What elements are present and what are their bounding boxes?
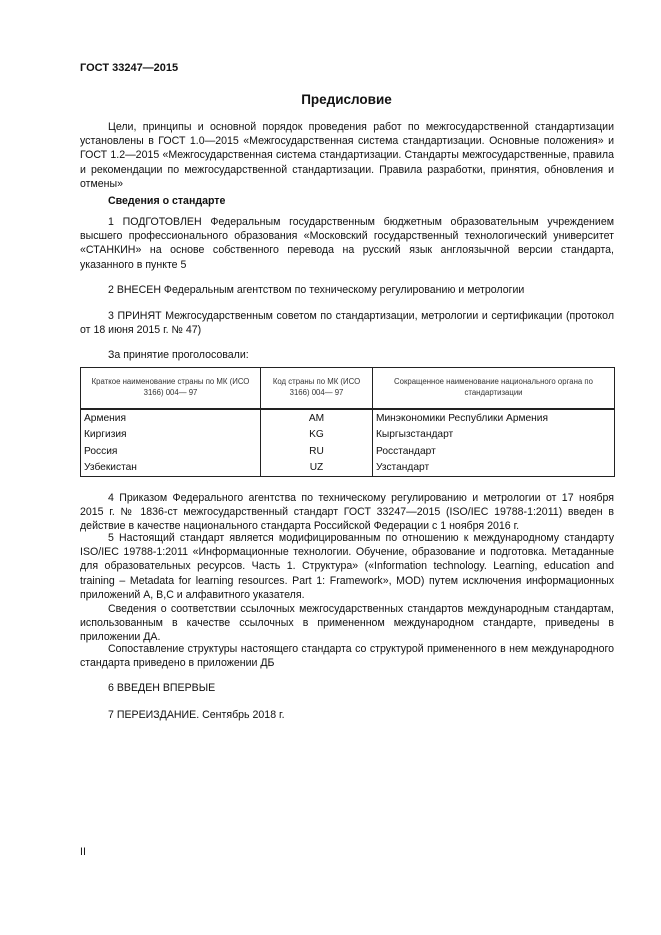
cell-code: KG	[261, 427, 373, 444]
voted-label: За принятие проголосовали:	[108, 349, 249, 361]
item-4-paragraph: 4 Приказом Федерального агентства по техническому регулированию и метрологии от 17 ноября 2015 г. № 1836-ст межгосударственный стандарт ГОСТ 33247—2015 (ISO/IEC 19788-1:2011) введен в действие в качестве национального стандарта Российской Федерации с 1 ноября 2016 г.	[80, 492, 614, 533]
table-row	[81, 409, 615, 427]
item-3-paragraph: 3 ПРИНЯТ Межгосударственным советом по стандартизации, метрологии и сертификации (протокол от 18 июня 2015 г. № 47)	[80, 310, 614, 337]
cell-body: Минэкономики Республики Армения	[373, 409, 615, 427]
info-heading: Сведения о стандарте	[108, 195, 226, 207]
item-2-paragraph: 2 ВНЕСЕН Федеральным агентством по техническому регулированию и метрологии	[108, 284, 525, 296]
voting-countries-table	[80, 367, 615, 477]
item-7-line: 7 ПЕРЕИЗДАНИЕ. Сентябрь 2018 г.	[108, 709, 285, 721]
cell-code: AM	[261, 409, 373, 427]
table-row	[81, 460, 615, 477]
table-row	[81, 443, 615, 460]
cell-country: Армения	[81, 409, 261, 427]
table-header-row	[81, 368, 615, 410]
intro-paragraph: Цели, принципы и основной порядок проведения работ по межгосударственной стандартизации установлены в ГОСТ 1.0—2015 «Межгосударственная система стандартизации. Основные положения» и ГОСТ 1.2—2015 «Межгосударственная система стандартизации. Стандарты межгосударственные, правила и рекомендации по межгосударственной стандартизации. Правила разработки, принятия, обновления и отмены»	[80, 121, 614, 190]
cell-country: Киргизия	[81, 427, 261, 444]
cell-code: RU	[261, 443, 373, 460]
item-5-structure-paragraph: Сопоставление структуры настоящего стандарта со структурой примененного в нем международного стандарта приведено в приложении ДБ	[80, 643, 614, 670]
cell-code: UZ	[261, 460, 373, 477]
standard-code-header: ГОСТ 33247—2015	[80, 62, 179, 74]
cell-body: Росстандарт	[373, 443, 615, 460]
cell-country: Узбекистан	[81, 460, 261, 477]
table-row	[81, 427, 615, 444]
header-country-code: Код страны по МК (ИСО 3166) 004— 97	[261, 368, 373, 410]
cell-body: Узстандарт	[373, 460, 615, 477]
header-country-name: Краткое наименование страны по МК (ИСО 3166) 004— 97	[81, 368, 261, 410]
item-5-paragraph: 5 Настоящий стандарт является модифицированным по отношению к международному стандарту ISO/IEC 19788-1:2011 «Информационные технологии. Обучение, образование и подготовка. Метаданные для образовательных ресурсов. Часть 1. Структура» («Information technology. Learning, education and training – Metadata for learning resources. Part 1: Framework», MOD) путем исключения информационных приложений А, В,С и алфавитного указателя.	[80, 532, 614, 601]
item-5-references-paragraph: Сведения о соответствии ссылочных межгосударственных стандартов международным стандартам, использованным в качестве ссылочных в примененном международном стандарте, приведены в приложении ДА.	[80, 603, 614, 644]
header-standards-body: Сокращенное наименование национального органа по стандартизации	[373, 368, 615, 410]
item-6-line: 6 ВВЕДЕН ВПЕРВЫЕ	[108, 682, 216, 694]
cell-country: Россия	[81, 443, 261, 460]
page-title: Предисловие	[301, 92, 392, 107]
page-number: II	[80, 846, 86, 858]
item-1-paragraph: 1 ПОДГОТОВЛЕН Федеральным государственным бюджетным образовательным учреждением высшего профессионального образования «Московский государственный технологический университет «СТАНКИН» на основе собственного перевода на русский язык англоязычной версии стандарта, указанного в пункте 5	[80, 216, 614, 271]
cell-body: Кыргызстандарт	[373, 427, 615, 444]
